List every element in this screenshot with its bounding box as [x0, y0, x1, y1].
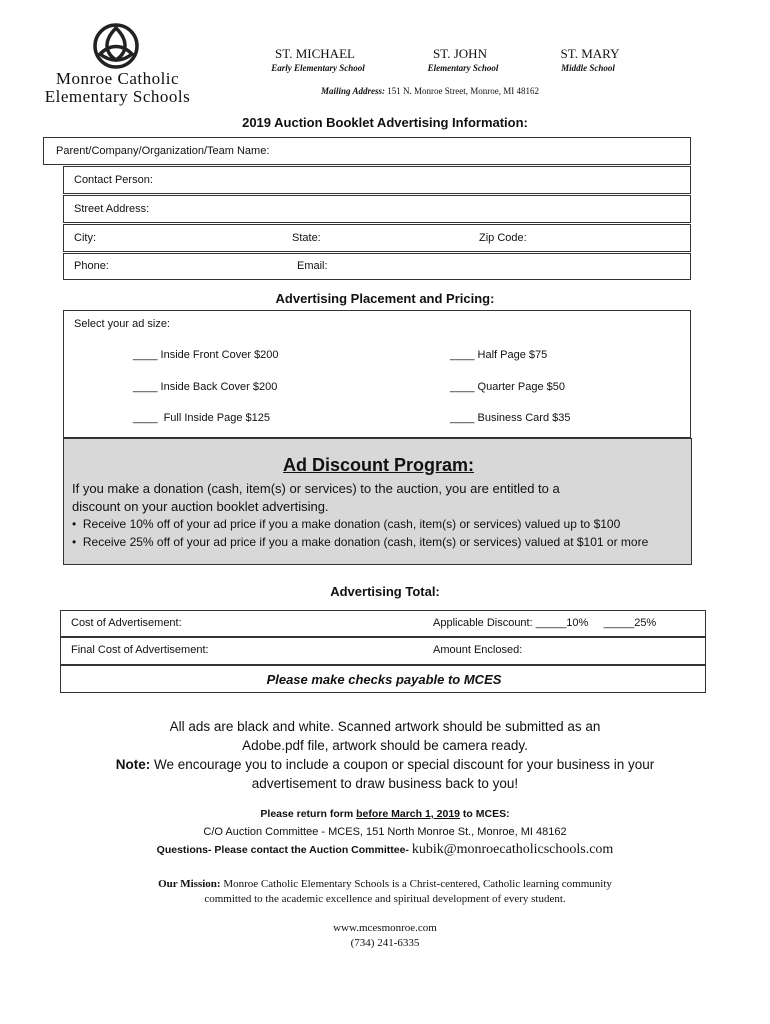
amount-enclosed-label: Amount Enclosed:	[433, 644, 523, 656]
form-title: 2019 Auction Booklet Advertising Information:	[242, 115, 528, 130]
bullet-icon: •	[72, 517, 83, 531]
mission-line-2: committed to the academic excellence and spiritual development of every student.	[204, 893, 566, 905]
option-full-inside-page[interactable]: ____ Full Inside Page $125	[133, 412, 270, 424]
return-instructions	[60, 808, 710, 820]
discount-bullet-1-text: Receive 10% off of your ad price if you a make donation (cash, item(s) or services) valued up to $100	[82, 517, 621, 531]
notes-line-3	[60, 755, 710, 774]
cost-row[interactable]	[60, 610, 706, 637]
city-state-zip-row[interactable]	[63, 224, 691, 252]
contact-person-field[interactable]	[63, 166, 691, 194]
notes-line-1: All ads are black and white. Scanned artwork should be submitted as an	[169, 719, 601, 734]
street-address-field[interactable]	[63, 195, 691, 223]
option-inside-front-cover[interactable]: ____ Inside Front Cover $200	[133, 349, 279, 361]
questions-email[interactable]: kubik@monroecatholicschools.com	[411, 842, 614, 857]
bullet-icon: •	[72, 535, 83, 549]
final-cost-label: Final Cost of Advertisement:	[71, 644, 209, 656]
school-name-st-mary: ST. MARY	[560, 46, 620, 61]
state-label: State:	[292, 232, 321, 244]
phone-label: Phone:	[74, 260, 109, 272]
discount-bullet-2-text: Receive 25% off of your ad price if you a make donation (cash, item(s) or services) valued at $101 or more	[82, 535, 649, 549]
org-name-field[interactable]	[43, 137, 691, 165]
zip-label: Zip Code:	[479, 232, 527, 244]
discount-bullet-2	[72, 535, 648, 549]
checks-payable-row	[60, 665, 706, 693]
discount-intro-1: If you make a donation (cash, item(s) or services) to the auction, you are entitled to a	[72, 481, 560, 496]
ad-size-box	[63, 310, 691, 438]
school-name-st-michael: ST. MICHAEL	[275, 46, 355, 61]
note-label: Note:	[115, 757, 151, 772]
trinity-knot-icon	[90, 20, 142, 72]
option-half-page[interactable]: ____ Half Page $75	[450, 349, 548, 361]
artwork-notes	[60, 717, 710, 793]
notes-line-2: Adobe.pdf file, artwork should be camera ready.	[242, 738, 528, 753]
notes-line-4: advertisement to draw business back to you!	[251, 776, 519, 791]
final-cost-row[interactable]	[60, 637, 706, 665]
placement-title: Advertising Placement and Pricing:	[275, 291, 495, 306]
mailing-address	[240, 86, 620, 96]
street-address-label: Street Address:	[74, 203, 150, 215]
mission-label: Our Mission:	[158, 878, 221, 890]
footer	[60, 921, 710, 951]
contact-person-label: Contact Person:	[74, 174, 153, 186]
footer-website[interactable]: www.mcesmonroe.com	[333, 922, 437, 934]
cost-label: Cost of Advertisement:	[71, 617, 182, 629]
mailing-label: Mailing Address:	[321, 86, 385, 96]
discount-select-label: Applicable Discount: _____10% _____25%	[433, 617, 657, 629]
email-label: Email:	[297, 260, 328, 272]
checks-payable-note: Please make checks payable to MCES	[266, 672, 502, 687]
questions-line	[60, 842, 710, 858]
city-label: City:	[74, 232, 96, 244]
notes-line-3-text: We encourage you to include a coupon or special discount for your business in your	[150, 757, 655, 772]
footer-phone: (734) 241-6335	[350, 937, 420, 949]
school-type-st-john: Elementary School	[427, 63, 499, 73]
school-name-st-john: ST. JOHN	[433, 46, 487, 61]
option-inside-back-cover[interactable]: ____ Inside Back Cover $200	[133, 381, 278, 393]
return-suffix: to MCES:	[460, 808, 510, 820]
return-deadline: before March 1, 2019	[356, 808, 460, 820]
school-type-st-mary: Middle School	[561, 63, 615, 73]
logo-line-1: Monroe Catholic	[55, 69, 180, 88]
discount-bullet-1	[72, 517, 620, 531]
return-prefix: Please return form	[260, 808, 357, 820]
mission-line-1	[60, 877, 710, 892]
option-quarter-page[interactable]: ____ Quarter Page $50	[450, 381, 565, 393]
total-title: Advertising Total:	[330, 584, 440, 599]
school-logo	[90, 20, 142, 72]
mission-statement	[60, 877, 710, 907]
logo-line-2: Elementary Schools	[44, 87, 191, 106]
mailing-value: 151 N. Monroe Street, Monroe, MI 48162	[387, 86, 539, 96]
logo-name	[25, 70, 210, 106]
select-ad-size-label: Select your ad size:	[74, 318, 170, 330]
discount-title: Ad Discount Program:	[282, 455, 474, 475]
questions-label: Questions- Please contact the Auction Committee-	[156, 844, 409, 856]
discount-program-box	[63, 438, 692, 565]
return-address: C/O Auction Committee - MCES, 151 North Monroe St., Monroe, MI 48162	[203, 826, 567, 838]
phone-email-row[interactable]	[63, 253, 691, 280]
org-name-label: Parent/Company/Organization/Team Name:	[56, 145, 270, 157]
school-type-st-michael: Early Elementary School	[271, 63, 365, 73]
mission-line-1-text: Monroe Catholic Elementary Schools is a Christ-centered, Catholic learning community	[220, 878, 612, 890]
option-business-card[interactable]: ____ Business Card $35	[450, 412, 571, 424]
discount-intro-2: discount on your auction booklet advertising.	[72, 499, 329, 514]
